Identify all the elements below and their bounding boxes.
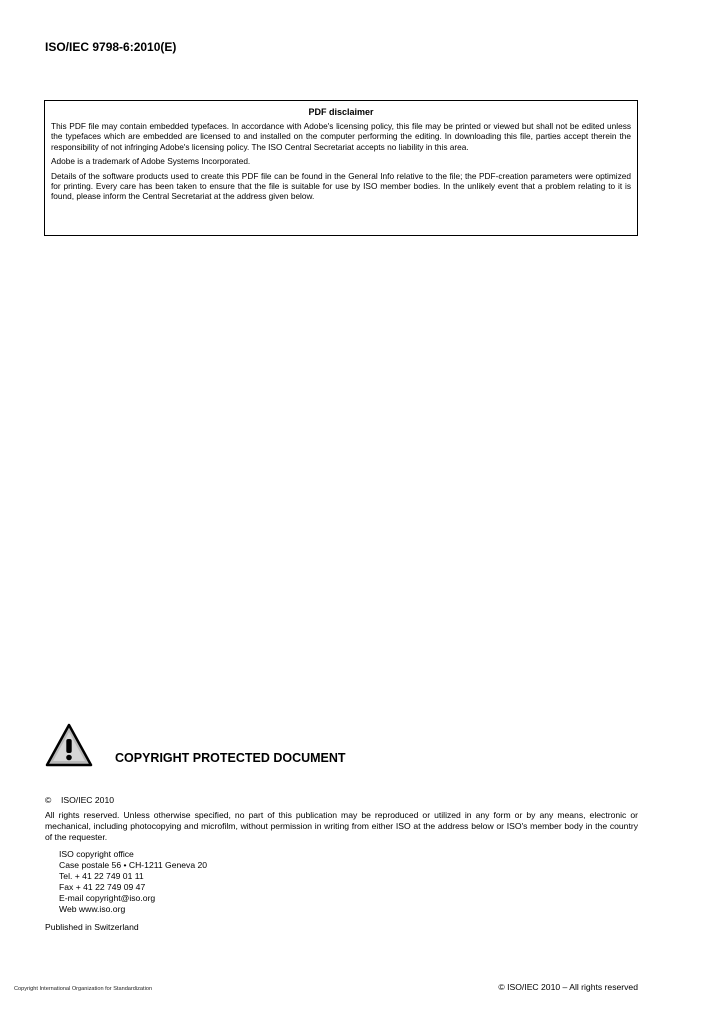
address-line: Fax + 41 22 749 09 47 (59, 881, 146, 892)
pdf-disclaimer-box (44, 100, 638, 236)
rights-statement: All rights reserved. Unless otherwise specified, no part of this publication may be reproduced or utilized in any form or by any means, electronic or mechanical, including photocopying and microfilm, without permission in writing from either ISO at the address below or ISO's member body in the country of the requester. (45, 810, 638, 843)
warning-icon (44, 722, 94, 768)
disclaimer-paragraph: This PDF file may contain embedded typefaces. In accordance with Adobe's licensing policy, this file may be printed or viewed but shall not be edited unless the typefaces which are embedded are licensed to and installed on the computer performing the editing. In downloading this file, parties accept therein the responsibility of not infringing Adobe's licensing policy. The ISO Central Secretariat accepts no liability in this area. (51, 121, 631, 152)
copyright-heading: COPYRIGHT PROTECTED DOCUMENT (115, 751, 346, 765)
footer-copyright: © ISO/IEC 2010 – All rights reserved (498, 982, 638, 992)
document-id: ISO/IEC 9798-6:2010(E) (45, 40, 177, 54)
disclaimer-paragraph: Details of the software products used to create this PDF file can be found in the General Info relative to the file; the PDF-creation parameters were optimized for printing. Every care has been taken to ensure that the file is suitable for use by ISO member bodies. In the unlikely event that a problem relating to it is found, please inform the Central Secretariat at the address given below. (51, 170, 631, 202)
copyright-line (45, 795, 114, 805)
address-line: E-mail copyright@iso.org (59, 892, 156, 903)
address-line: Web www.iso.org (59, 903, 126, 914)
disclaimer-title: PDF disclaimer (308, 107, 374, 117)
footer-license-notice: Copyright International Organization for Standardization (14, 986, 153, 992)
address-line: Case postale 56 • CH-1211 Geneva 20 (59, 859, 208, 870)
copyright-holder: ISO/IEC 2010 (61, 795, 115, 805)
copyright-office-address (59, 849, 207, 914)
copyright-symbol: © (45, 795, 52, 805)
address-line: ISO copyright office (59, 849, 134, 859)
address-line: Tel. + 41 22 749 01 11 (59, 870, 144, 881)
disclaimer-paragraph: Adobe is a trademark of Adobe Systems Incorporated. (51, 156, 251, 167)
published-location: Published in Switzerland (45, 922, 139, 932)
